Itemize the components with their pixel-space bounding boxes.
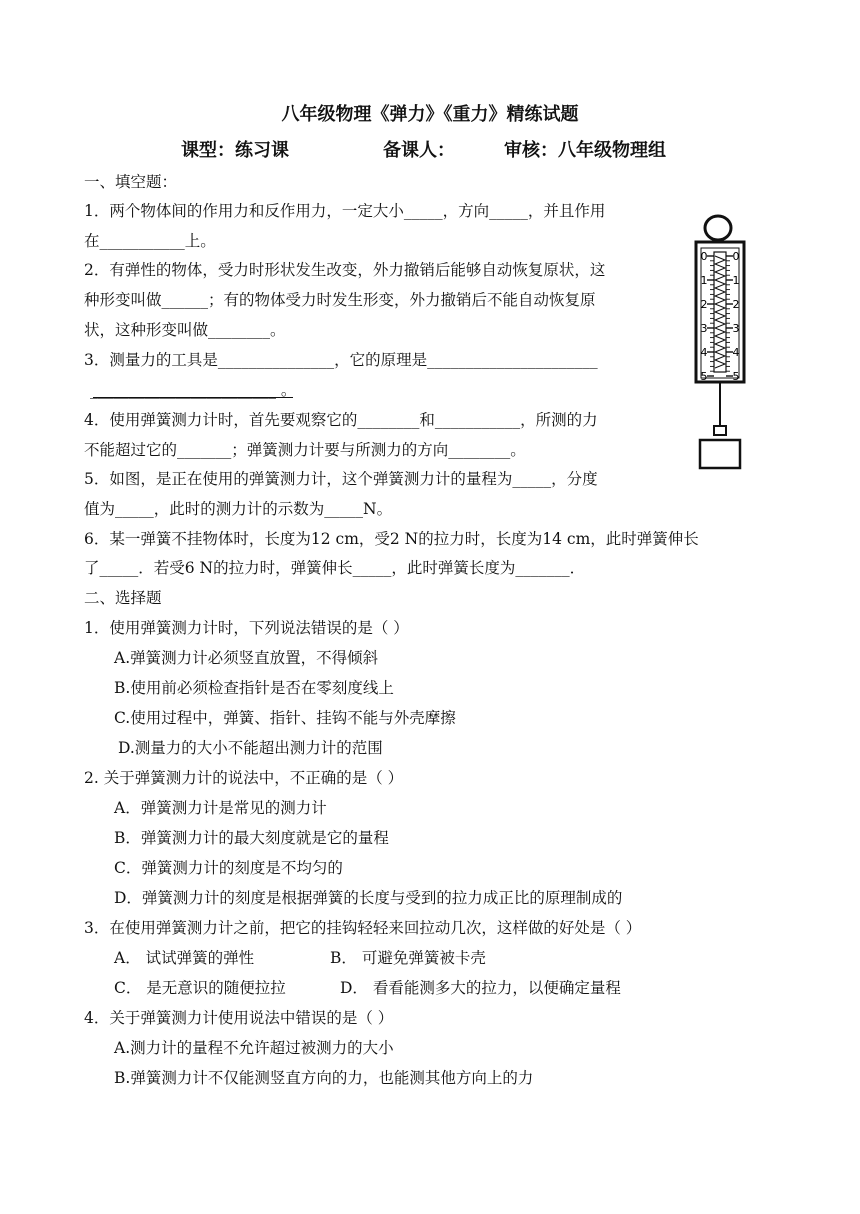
text-line: 6．某一弹簧不挂物体时，长度为12 cm，受2 N的拉力时，长度为14 cm，此时弹簧伸长 xyxy=(84,530,699,548)
text-line: ________________________ 。 xyxy=(90,381,297,399)
preparer: 备课人： xyxy=(383,140,455,161)
text-line: 2. 关于弹簧测力计的说法中，不正确的是（ ） xyxy=(84,769,404,787)
scale-ring xyxy=(705,216,731,240)
scale-label: 0 xyxy=(732,250,740,263)
text-line: B.弹簧测力计不仅能测竖直方向的力，也能测其他方向上的力 xyxy=(114,1069,534,1087)
text-line: C.使用过程中，弹簧、指针、挂钩不能与外壳摩擦 xyxy=(114,709,456,727)
weight-block xyxy=(700,440,740,468)
page-title: 八年级物理《弹力》《重力》精练试题 xyxy=(281,104,579,125)
scale-labels-left xyxy=(701,250,708,383)
text-line: A.测力计的量程不允许超过被测力的大小 xyxy=(114,1039,394,1057)
text-line: A． 试试弹簧的弹性 xyxy=(114,949,255,967)
scale-label: 5 xyxy=(700,370,708,383)
text-line: 4．关于弹簧测力计使用说法中错误的是（ ） xyxy=(84,1009,394,1027)
scale-label: 4 xyxy=(700,346,708,359)
hook-clip xyxy=(714,426,726,435)
scale-label: 1 xyxy=(732,274,740,287)
spring-scale-figure xyxy=(690,212,750,474)
text-line: 3．测量力的工具是_______________，它的原理是______________________ xyxy=(84,351,598,369)
scale-label: 3 xyxy=(732,322,740,335)
scale-label: 3 xyxy=(700,322,708,335)
scale-label: 2 xyxy=(732,298,740,311)
text-line: B． 可避免弹簧被卡壳 xyxy=(330,949,486,967)
text-line: 种形变叫做______；有的物体受力时发生形变，外力撤销后不能自动恢复原 xyxy=(84,291,596,309)
text-line: D． 看看能测多大的拉力，以便确定量程 xyxy=(340,979,621,997)
text-line: 3．在使用弹簧测力计之前，把它的挂钩轻轻来回拉动几次，这样做的好处是（ ） xyxy=(84,919,642,937)
text-line: 二、选择题 xyxy=(84,589,162,607)
text-line: 4．使用弹簧测力计时，首先要观察它的________和___________，所测的力 xyxy=(84,411,598,429)
text-line: 了_____．若受6 N的拉力时，弹簧伸长_____，此时弹簧长度为_______． xyxy=(84,559,586,577)
course-type: 课型：练习课 xyxy=(181,140,289,161)
text-line: 5．如图，是正在使用的弹簧测力计，这个弹簧测力计的量程为_____，分度 xyxy=(84,470,598,488)
text-line: 1．使用弹簧测力计时，下列说法错误的是（ ） xyxy=(84,619,409,637)
scale-label: 2 xyxy=(700,298,708,311)
text-line: D．弹簧测力计的刻度是根据弹簧的长度与受到的拉力成正比的原理制成的 xyxy=(114,889,623,907)
scale-label: 4 xyxy=(732,346,740,359)
text-line: 状，这种形变叫做________。 xyxy=(84,321,286,339)
text-line: B．弹簧测力计的最大刻度就是它的量程 xyxy=(114,829,389,847)
scale-label: 0 xyxy=(700,250,708,263)
answer-underline xyxy=(93,397,293,398)
text-line: 2．有弹性的物体，受力时形状发生改变，外力撤销后能够自动恢复原状，这 xyxy=(84,261,606,279)
text-line: 不能超过它的_______；弹簧测力计要与所测力的方向________。 xyxy=(84,441,526,459)
text-line: D.测量力的大小不能超出测力计的范围 xyxy=(118,739,383,757)
text-line: 1．两个物体间的作用力和反作用力，一定大小_____，方向_____，并且作用 xyxy=(84,202,606,220)
text-line: 一、填空题： xyxy=(84,173,178,191)
text-line: 在___________上。 xyxy=(84,232,216,250)
scale-label: 1 xyxy=(700,274,708,287)
text-line: C． 是无意识的随便拉拉 xyxy=(114,979,286,997)
scale-label: 5 xyxy=(732,370,740,383)
reviewer: 审核：八年级物理组 xyxy=(504,140,666,161)
text-line: 值为_____，此时的测力计的示数为_____N。 xyxy=(84,500,393,518)
text-line: A．弹簧测力计是常见的测力计 xyxy=(114,799,327,817)
text-line: A.弹簧测力计必须竖直放置，不得倾斜 xyxy=(114,649,379,667)
text-line: C．弹簧测力计的刻度是不均匀的 xyxy=(114,859,343,877)
scale-labels-right xyxy=(733,250,740,383)
text-line: B.使用前必须检查指针是否在零刻度线上 xyxy=(114,679,394,697)
